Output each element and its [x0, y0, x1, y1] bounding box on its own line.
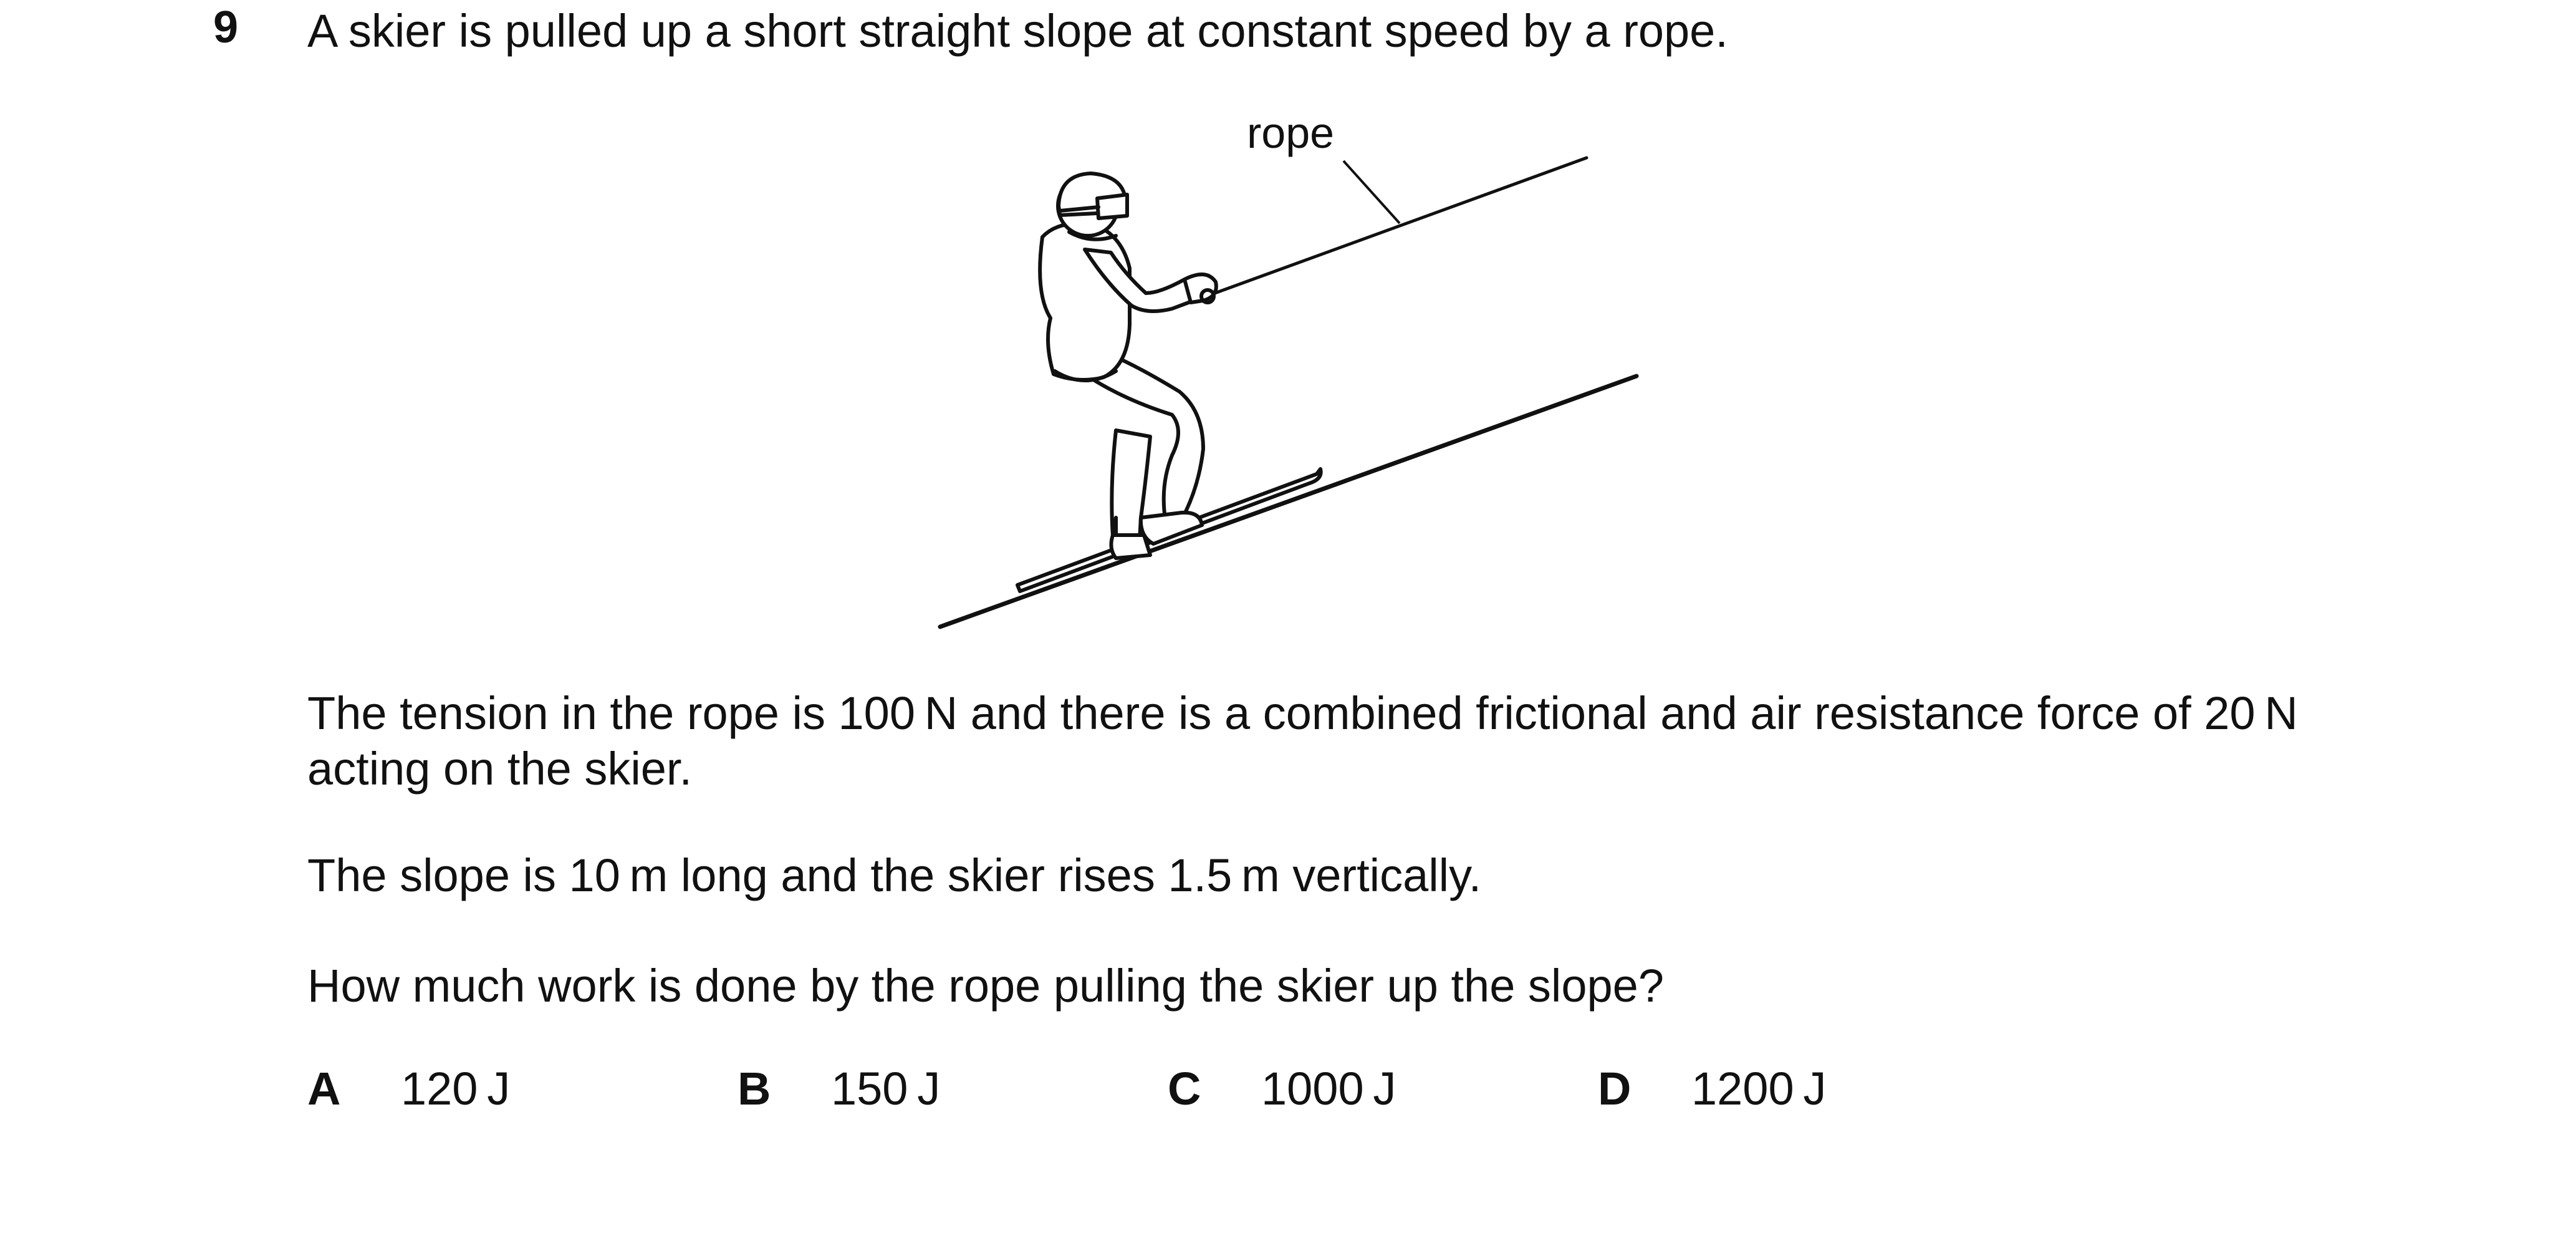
answer-options — [0, 1061, 2576, 1130]
skier-helmet — [1059, 173, 1125, 215]
info-paragraph-tension — [307, 686, 2298, 797]
option-a-letter: A — [307, 1063, 341, 1115]
skier-head — [1058, 176, 1118, 236]
skier-boot-back — [1111, 535, 1150, 558]
rope-label-leader — [1343, 161, 1400, 223]
option-c-value: 1000 J — [1261, 1063, 1396, 1115]
option-c[interactable] — [1168, 1061, 1396, 1117]
option-a-value: 120 J — [401, 1063, 511, 1115]
info-paragraph-tension-line-1: The tension in the rope is 100 N and there is a combined frictional and air resistance force of 20 N — [307, 687, 2298, 739]
question-number: 9 — [213, 2, 239, 52]
info-paragraph-tension-line-2: acting on the skier. — [307, 742, 693, 795]
option-b-value: 150 J — [831, 1063, 941, 1115]
option-c-letter: C — [1168, 1063, 1201, 1115]
skier-arm — [1085, 249, 1203, 311]
option-b[interactable] — [738, 1061, 940, 1117]
option-d-letter: D — [1598, 1063, 1632, 1115]
skier-leg-front — [1085, 354, 1203, 528]
rope-handle — [1201, 290, 1214, 302]
info-paragraph-slope: The slope is 10 m long and the skier rises 1.5 m vertically. — [307, 849, 1482, 901]
ski — [1017, 469, 1321, 591]
question-stem: A skier is pulled up a short straight slope at constant speed by a rope. — [307, 5, 1728, 57]
option-d[interactable] — [1598, 1061, 1826, 1117]
rope-line — [1206, 158, 1587, 296]
skier-jacket — [1040, 224, 1130, 380]
skier-jacket-hem — [1055, 371, 1116, 380]
skier-goggles — [1097, 195, 1127, 218]
option-d-value: 1200 J — [1691, 1063, 1827, 1115]
option-a[interactable] — [307, 1061, 510, 1117]
question-prompt: How much work is done by the rope pulling the skier up the slope? — [307, 960, 1664, 1012]
slope-line — [940, 376, 1636, 627]
skier-collar — [1069, 232, 1116, 239]
option-b-letter: B — [738, 1063, 771, 1115]
rope-label: rope — [1247, 109, 1335, 157]
skier-figure — [1017, 173, 1321, 591]
skier-goggle-strap — [1060, 207, 1098, 211]
skier-boot-front — [1141, 513, 1202, 544]
skier-leg-back — [1112, 430, 1150, 541]
skier-glove — [1185, 274, 1216, 302]
